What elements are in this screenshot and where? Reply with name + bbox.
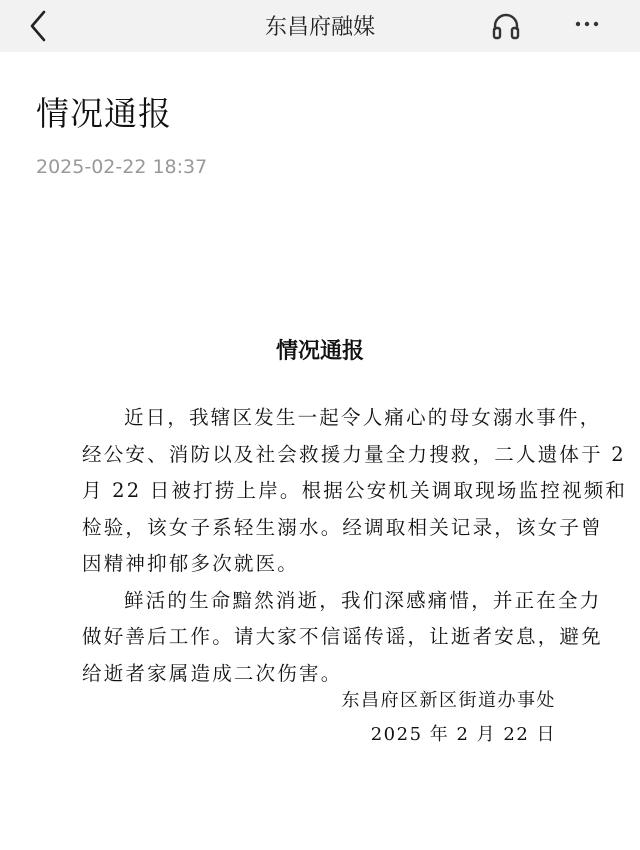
signature-org: 东昌府区新区街道办事处 (341, 690, 556, 711)
document-body (82, 404, 628, 696)
top-nav-bar (0, 0, 640, 52)
more-dots-icon (568, 10, 608, 40)
more-button[interactable] (568, 10, 608, 40)
document-line: 经公安、消防以及社会救援力量全力搜救，二人遗体于 2 (82, 442, 626, 466)
signature-date: 2025 年 2 月 22 日 (370, 724, 556, 745)
article-title: 情况通报 (36, 94, 172, 133)
document-line: 月 22 日被打捞上岸。根据公安机关调取现场监控视频和 (82, 479, 628, 502)
app-name: 东昌府融媒 (264, 15, 375, 40)
document-line: 鲜活的生命黯然消逝，我们深感痛惜，并正在全力 (124, 588, 602, 612)
document-line: 近日，我辖区发生一起令人痛心的母女溺水事件， (124, 406, 602, 429)
document-line: 因精神抑郁多次就医。 (82, 552, 300, 575)
listen-button[interactable] (490, 10, 522, 42)
document-title: 情况通报 (275, 338, 364, 364)
document-line: 做好善后工作。请大家不信谣传谣，让逝者安息，避免 (82, 625, 603, 648)
document-line: 给逝者家属造成二次伤害。 (82, 661, 343, 685)
article-date: 2025-02-22 18:37 (36, 156, 208, 178)
headphones-icon (490, 10, 522, 42)
document-line: 检验，该女子系轻生溺水。经调取相关记录，该女子曾 (82, 515, 603, 539)
